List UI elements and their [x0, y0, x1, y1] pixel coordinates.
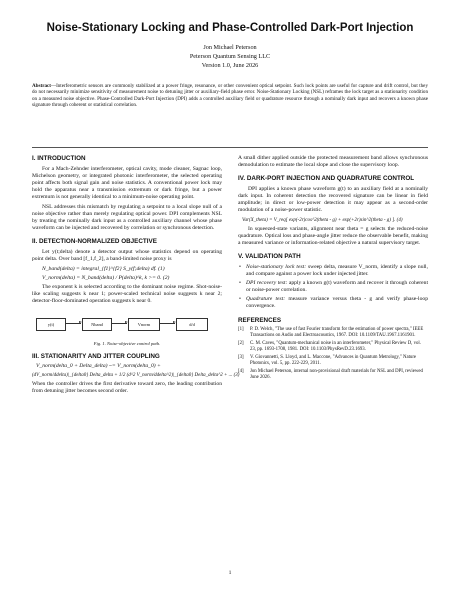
intro-paragraph-2: NSL addresses this mismatch by regulating a setpoint to a local slope null of a noise objective rather than merely regulating optical power. DPI complements NSL by treating the nominally dark input as a controlled auxiliary channel whose phase waveform can be injected and recovered by correlation or synchronous detection.	[32, 203, 222, 232]
list-item-text: sweep delta, measure V_norm, identify a slope null, and compare against a power lock under injected jitter.	[246, 263, 428, 278]
equation-3-line-2: (dV_norm/ddelta)|_{delta0} Delta_delta + 1/2 (d^2 V_norm/ddelta^2)|_{delta0} Delta_delta^2 + ... (3)	[32, 373, 240, 379]
list-item-lead: Quadrature test:	[246, 296, 286, 303]
header-divider	[32, 147, 428, 148]
reference-text: C. M. Caves, "Quantum-mechanical noise in an interferometer," Physical Review D, vol. 23, pp. 1693-1708, 1981. DOI: 10.1103/PhysRevD.23.1693.	[250, 341, 421, 352]
section-heading-introduction: I. INTRODUCTION	[32, 155, 86, 162]
reference-number: [3]	[238, 355, 244, 360]
reference-text: V. Giovannetti, S. Lloyd, and L. Maccone, "Advances in Quantum Metrology," Nature Photonics, vol. 5, pp. 222-229, 2011.	[250, 355, 417, 366]
reference-number: [2]	[238, 341, 244, 346]
equation-3-line-1: V_norm(delta_0 + Delta_delta) ~= V_norm(delta_0) +	[36, 363, 161, 370]
fig-box-vnorm: Vnorm	[128, 318, 160, 331]
validation-list	[238, 264, 428, 311]
reference-item	[238, 341, 428, 353]
figure-1-diagram	[32, 312, 222, 338]
abstract	[32, 83, 428, 108]
dither-paragraph: A small dither applied outside the protected measurement band allows synchronous demodulation to estimate the local slope and close the supervisory loop.	[238, 155, 428, 169]
equation-1: N_band(delta) = integral_{f1}^{f2} S_y(f;delta) df. (1)	[42, 266, 165, 273]
abstract-label: Abstract	[32, 83, 51, 89]
fig-box-derivative: d/d	[176, 318, 208, 331]
reference-item	[238, 355, 428, 367]
abstract-text: —Interferometric sensors are commonly stabilized at a power fringe, resonance, or other convenient optical setpoint. Such lock points are useful for capture and drift control, but they do not necessarily minimize sensitivity of measurement noise to detuning jitter or auxiliary-field phase error. Noise-Stationary Locking (NSL) reframes the lock target as a stationarity condition on a measured noise objective. Phase-Controlled Dark-Port Injection (DPI) adds a controlled auxiliary field or quadrature resource through a nominally dark input and recovers a known phase signature through coherent or statistical correlation.	[32, 83, 428, 108]
reference-list	[238, 327, 428, 381]
fig-arrow	[111, 323, 127, 324]
equation-2: V_norm(delta) = N_band(delta) / P(delta)^k, k >= 0. (2)	[42, 275, 170, 282]
objective-paragraph-2: The exponent k is selected according to the dominant noise regime. Shot-noise-like scaling suggests k near 1; power-scaled technical noise suggests k near 2; detector-floor-dominated operation suggests k near 0.	[32, 284, 222, 305]
fig-box-signal: y(t)	[36, 318, 66, 331]
list-item	[246, 296, 428, 310]
list-item	[246, 264, 428, 278]
reference-text: P. D. Welch, "The use of fast Fourier transform for the estimation of power spectra," IEEE Transactions on Audio and Electroacoustics, 1967. DOI: 10.1109/TAU.1967.1161901.	[250, 327, 424, 338]
stationarity-paragraph: When the controller drives the first derivative toward zero, the leading contribution from detuning jitter becomes second order.	[32, 381, 222, 395]
intro-paragraph-1: For a Mach-Zehnder interferometer, optical cavity, mode cleaner, Sagnac loop, Michelson geometry, or integrated photonic interferometer, the selected operating point affects both signal gain and noise statistics. A conventional power lock may hold the apparatus near a transmission extremum or dark fringe, but a power extremum is not generally identical to a minimum-noise operating point.	[32, 165, 222, 200]
affiliation: Peterson Quantum Sensing LLC	[189, 53, 271, 60]
reference-number: [4]	[238, 369, 244, 374]
fig-box-nband: Nband	[82, 318, 112, 331]
section-heading-validation: V. VALIDATION PATH	[238, 253, 301, 261]
equation-4: Var(X_theta) = V_req[ exp(-2r)cos^2(theta - g) + exp(+2r)sin^2(theta - g) ]. (4)	[242, 218, 403, 224]
list-item-lead: DPI recovery test:	[246, 280, 288, 287]
reference-number: [1]	[238, 327, 244, 332]
dpi-paragraph-1: DPI applies a known phase waveform g(t) to an auxiliary field at a nominally dark input. In coherent detection the recovered signature can be linear in field amplitude; in direct or low-power detection it may appear as a second-order modulation of a noise-power statistic.	[238, 185, 428, 213]
list-item	[246, 280, 428, 294]
list-item-lead: Noise-stationary lock test:	[246, 263, 307, 270]
section-heading-dpi: IV. DARK-PORT INJECTION AND QUADRATURE CONTROL	[238, 175, 415, 183]
objective-paragraph-1: Let y(t;delta) denote a detector output whose statistics depend on operating point delta. Over band [f_1,f_2], a band-limited noise proxy is	[32, 248, 222, 262]
section-heading-objective: II. DETECTION-NORMALIZED OBJECTIVE	[32, 238, 157, 246]
reference-text: Jon Michael Peterson, internal non-provisional draft materials for NSL and DPI, reviewed June 2026.	[250, 369, 423, 380]
right-column	[238, 155, 428, 383]
fig-arrow	[159, 323, 175, 324]
section-heading-stationarity: III. STATIONARITY AND JITTER COUPLING	[32, 352, 160, 360]
dpi-paragraph-2: In squeezed-state variants, alignment near theta = g selects the reduced-noise quadrature. Optical loss and phase-angle jitter reduce the observable benefit, making a measured variance or information-related objective a natural supervisory target.	[238, 226, 428, 247]
list-item-text: measure variance versus theta - g and verify phase-loop convergence.	[246, 296, 428, 310]
version-line: Version 1.0, June 2026	[201, 62, 259, 69]
fig-arrow	[65, 323, 81, 324]
figure-1-caption: Fig. 1. Noise-objective control path.	[93, 340, 161, 346]
section-heading-references: REFERENCES	[238, 316, 282, 324]
author-name: Jon Michael Peterson	[203, 44, 257, 51]
paper-title: Noise-Stationary Locking and Phase-Controlled Dark-Port Injection	[46, 22, 414, 34]
list-item-text: apply a known g(t) waveform and recover it through coherent or noise-power correlation.	[246, 280, 428, 294]
reference-item	[238, 369, 428, 381]
page-number: 1	[228, 570, 232, 576]
left-column	[32, 155, 240, 398]
reference-item	[238, 327, 428, 339]
